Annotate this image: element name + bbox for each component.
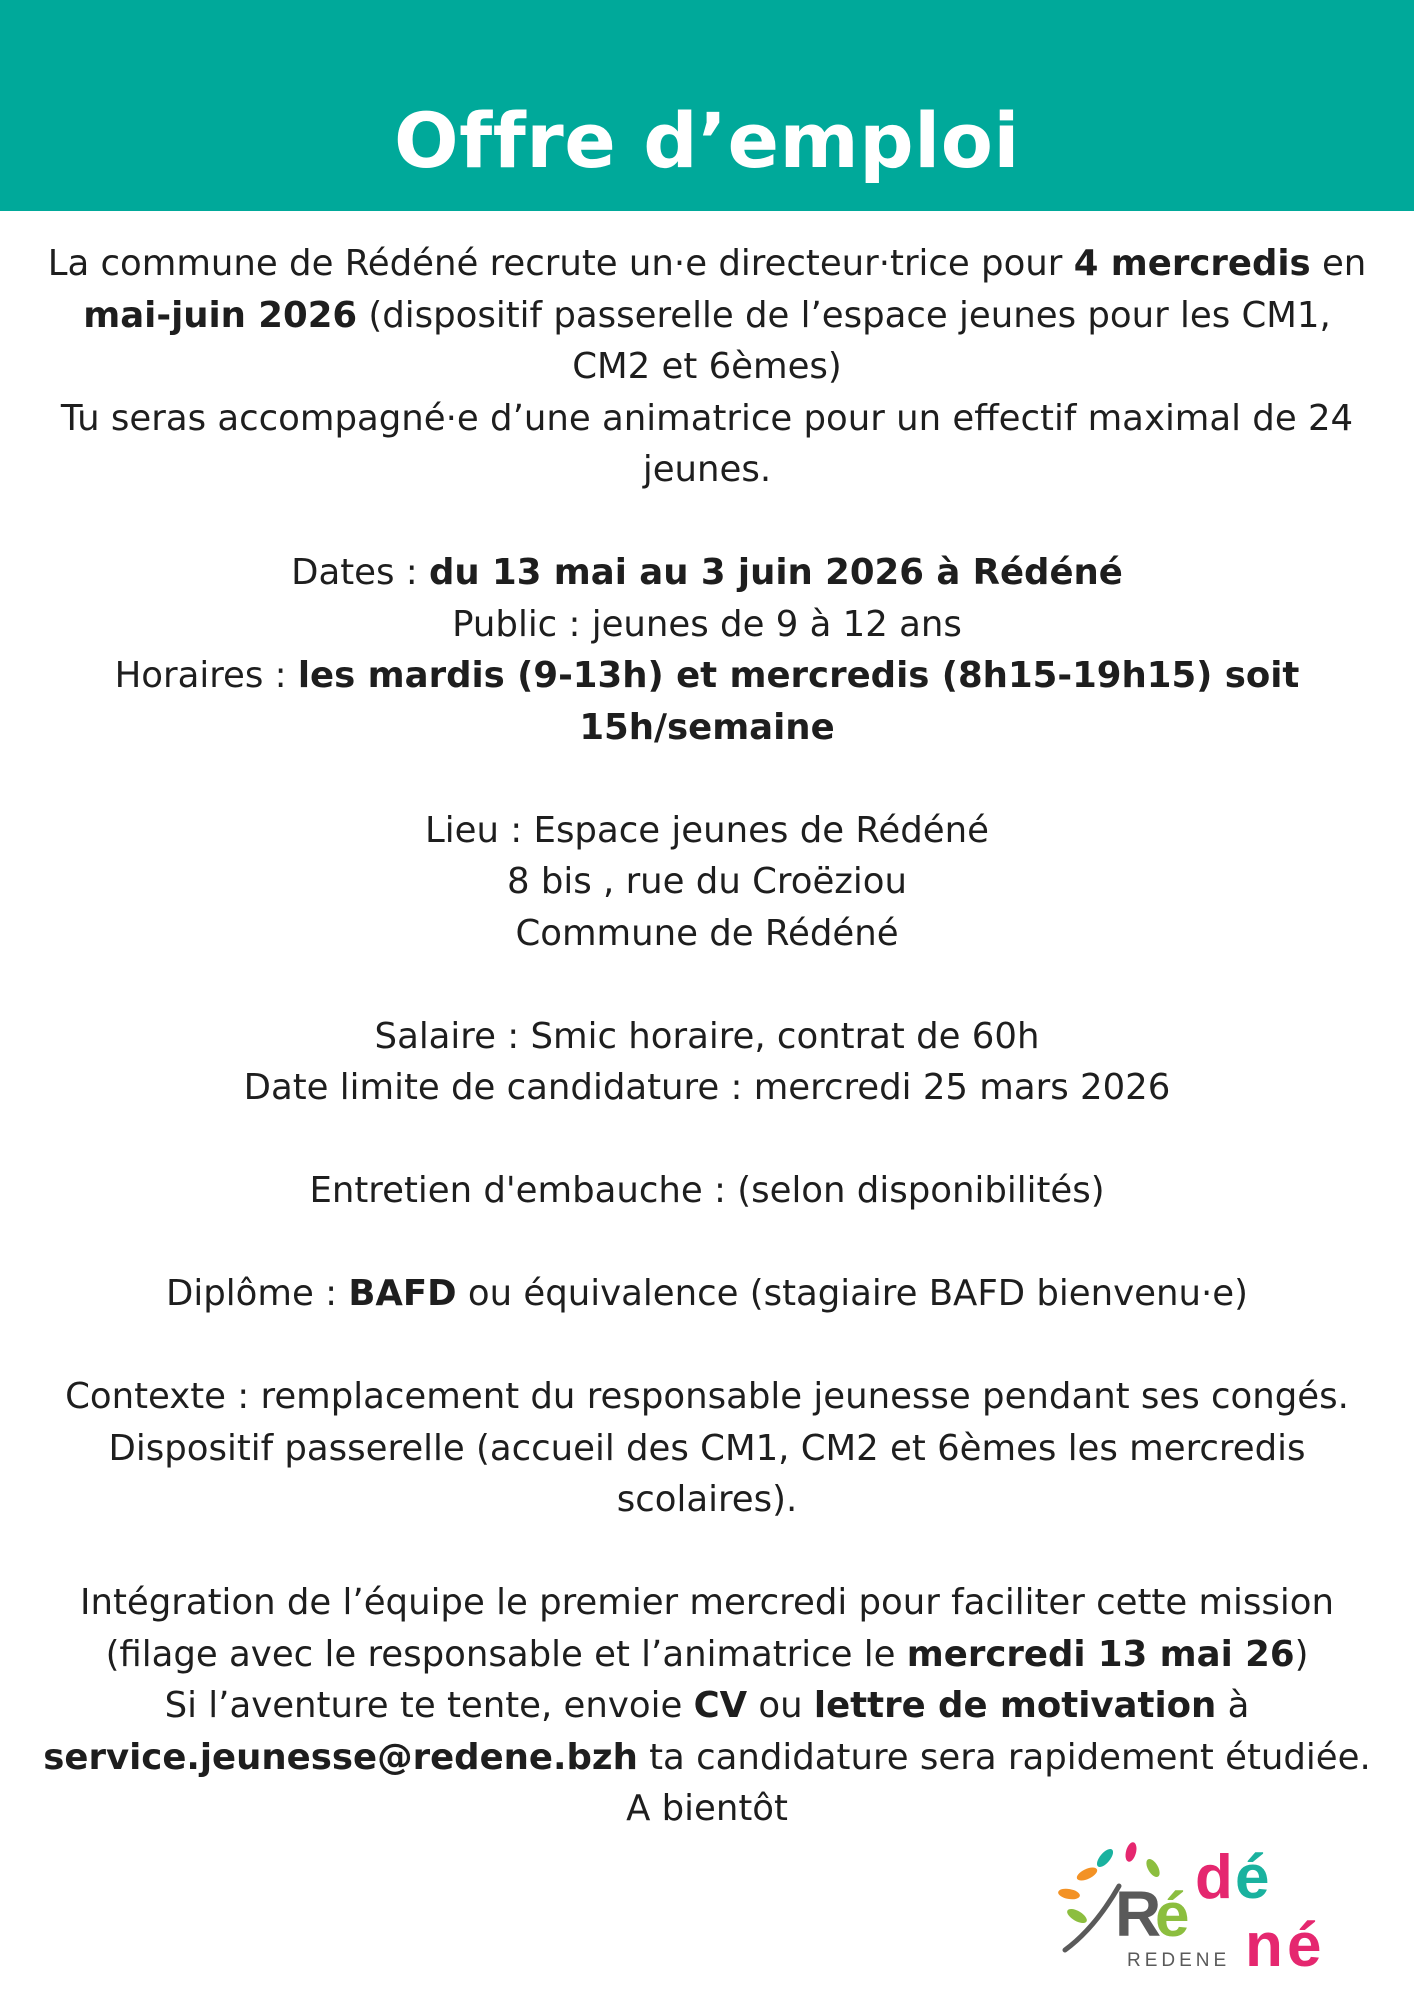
svg-text:é: é: [1155, 1881, 1190, 1950]
contexte-line-3: scolaires).: [616, 1479, 798, 1520]
lieu-line: Lieu : Espace jeunes de Rédéné: [425, 809, 989, 851]
closing-line: A bientôt: [626, 1788, 788, 1829]
address-line: 8 bis , rue du Croëziou: [506, 861, 908, 902]
svg-text:n: n: [1245, 1911, 1283, 1974]
entretien-line: Entretien d'embauche : (selon disponibilités): [309, 1170, 1105, 1211]
logo-subtitle: REDENE: [1127, 1950, 1231, 1971]
salaire-line: Salaire : Smic horaire, contrat de 60h: [374, 1015, 1040, 1057]
diplome-bafd: BAFD: [348, 1273, 457, 1314]
redene-logo-graphic: [1035, 1832, 1365, 1974]
intro-line-4: Tu seras accompagné·e d’une animatrice pour un effectif maximal de 24: [60, 397, 1354, 439]
dates-line: Dates : du 13 mai au 3 juin 2026 à Rédéné: [291, 552, 1123, 593]
horaires-line: Horaires : les mardis (9-13h) et mercredis (8h15-19h15) soit: [114, 655, 1300, 696]
horaires-value: les mardis (9-13h) et mercredis (8h15-19h15) soit: [297, 655, 1300, 696]
contexte-line-2: Dispositif passerelle (accueil des CM1, CM2 et 6èmes les mercredis: [108, 1427, 1306, 1469]
intro-highlight-period: mai-juin 2026: [83, 294, 358, 336]
horaires-line-2: 15h/semaine: [579, 706, 835, 748]
email-line: service.jeunesse@redene.bzh ta candidature sera rapidement étudiée.: [43, 1736, 1371, 1778]
intro-line-2: mai-juin 2026 (dispositif passerelle de l’espace jeunes pour les CM1,: [83, 294, 1331, 336]
application-line: Si l’aventure te tente, envoie CV ou lettre de motivation à: [164, 1685, 1250, 1726]
integration-line-2: (filage avec le responsable et l’animatrice le mercredi 13 mai 26): [105, 1633, 1309, 1675]
motivation-letter-highlight: lettre de motivation: [813, 1685, 1217, 1726]
public-line: Public : jeunes de 9 à 12 ans: [452, 603, 962, 645]
integration-date: mercredi 13 mai 26: [906, 1633, 1295, 1675]
commune-line: Commune de Rédéné: [515, 912, 899, 954]
svg-text:é: é: [1287, 1911, 1322, 1974]
job-offer-body: [40, 238, 1374, 1835]
dates-value: du 13 mai au 3 juin 2026 à Rédéné: [428, 552, 1123, 593]
integration-line-1: Intégration de l’équipe le premier mercredi pour faciliter cette mission: [79, 1582, 1334, 1623]
page-title: Offre d’emploi: [394, 96, 1020, 185]
intro-highlight-duration: 4 mercredis: [1073, 243, 1311, 284]
intro-line-5: jeunes.: [642, 449, 772, 490]
contexte-line-1: Contexte : remplacement du responsable jeunesse pendant ses congés.: [65, 1376, 1349, 1417]
svg-text:d: d: [1195, 1843, 1233, 1912]
deadline-line: Date limite de candidature : mercredi 25 mars 2026: [243, 1067, 1171, 1108]
intro-line-1: La commune de Rédéné recrute un·e directeur·trice pour 4 mercredis en: [47, 243, 1367, 284]
svg-text:R: R: [1115, 1878, 1162, 1950]
header-banner: [0, 0, 1414, 211]
redene-logo: [1035, 1832, 1365, 1974]
contact-email: service.jeunesse@redene.bzh: [43, 1736, 638, 1778]
intro-line-3: CM2 et 6èmes): [572, 346, 842, 387]
diplome-line: Diplôme : BAFD ou équivalence (stagiaire BAFD bienvenu·e): [166, 1273, 1248, 1314]
cv-highlight: CV: [693, 1685, 748, 1726]
svg-text:é: é: [1235, 1843, 1270, 1912]
